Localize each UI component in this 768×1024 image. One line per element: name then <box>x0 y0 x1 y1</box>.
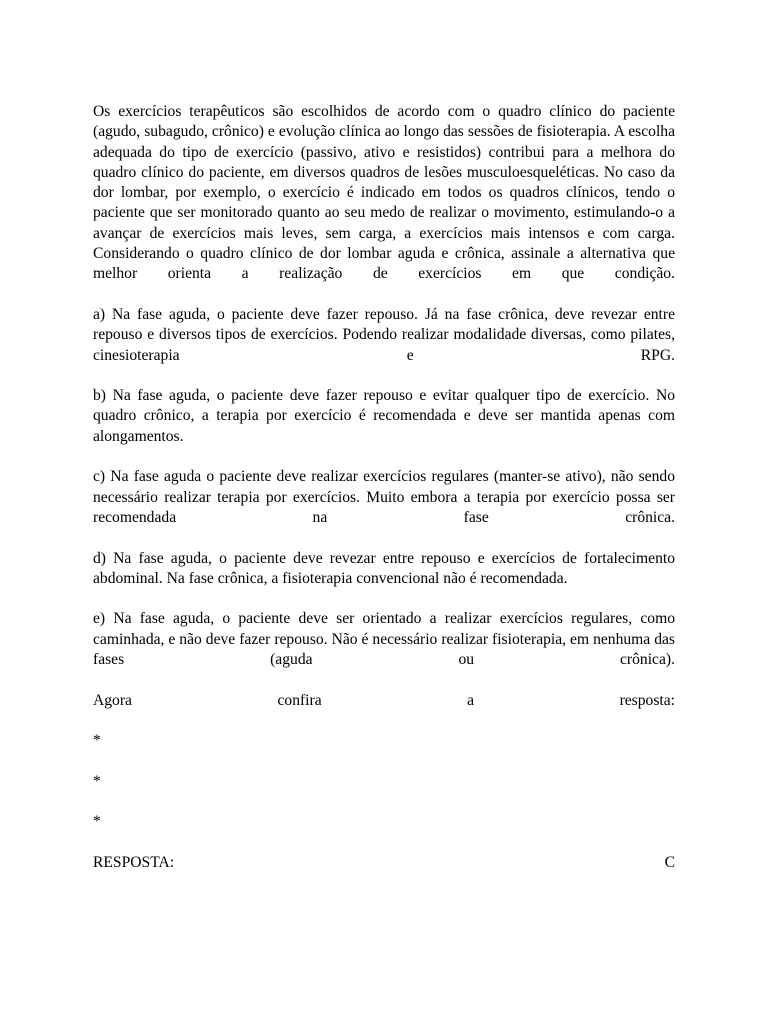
answer-value: C <box>664 853 675 871</box>
question-intro: Os exercícios terapêuticos são escolhidos de acordo com o quadro clínico do paciente (agudo, subagudo, crônico) e evolução clínica ao longo das sessões de fisioterapia. A escolha adequada do tipo de exercício (passivo, ativo e resistidos) contribui para a melhora do quadro clínico do paciente, em diversos quadros de lesões musculoesqueléticas. No caso da dor lombar, por exemplo, o exercício é indicado em todos os quadros clínicos, tendo o paciente que ser monitorado quanto ao seu medo de realizar o movimento, estimulando-o a avançar de exercícios mais leves, sem carga, a exercícios mais intensos e com carga. Considerando o quadro clínico de dor lombar aguda e crônica, assinale a alternativa que melhor orienta a realização de exercícios em que condição. <box>93 103 675 283</box>
answer-row <box>93 853 675 873</box>
separator-star: * <box>93 732 101 750</box>
answer-label: RESPOSTA: <box>93 853 175 871</box>
document-page <box>93 102 675 873</box>
option-b: b) Na fase aguda, o paciente deve fazer repouso e evitar qualquer tipo de exercício. No quadro crônico, a terapia por exercício é recomendada e deve ser mantida apenas com alongamentos. <box>93 387 675 445</box>
separator-star: * <box>93 772 101 790</box>
option-e: e) Na fase aguda, o paciente deve ser orientado a realizar exercícios regulares, como caminhada, e não deve fazer repouso. Não é necessário realizar fisioterapia, em nenhuma das fases (aguda ou crônica). <box>93 610 675 669</box>
check-answer-prompt: Agora confira a resposta: <box>93 691 675 709</box>
option-d: d) Na fase aguda, o paciente deve revezar entre repouso e exercícios de fortalecimento abdominal. Na fase crônica, a fisioterapia convencional não é recomendada. <box>93 549 675 587</box>
option-c: c) Na fase aguda o paciente deve realizar exercícios regulares (manter-se ativo), não sendo necessário realizar terapia por exercícios. Muito embora a terapia por exercício possa ser recomendada na fase crônica. <box>93 468 675 526</box>
option-a: a) Na fase aguda, o paciente deve fazer repouso. Já na fase crônica, deve revezar entre repouso e diversos tipos de exercícios. Podendo realizar modalidade diversas, como pilates, cinesioterapia e RPG. <box>93 305 675 364</box>
separator-star: * <box>93 813 101 831</box>
